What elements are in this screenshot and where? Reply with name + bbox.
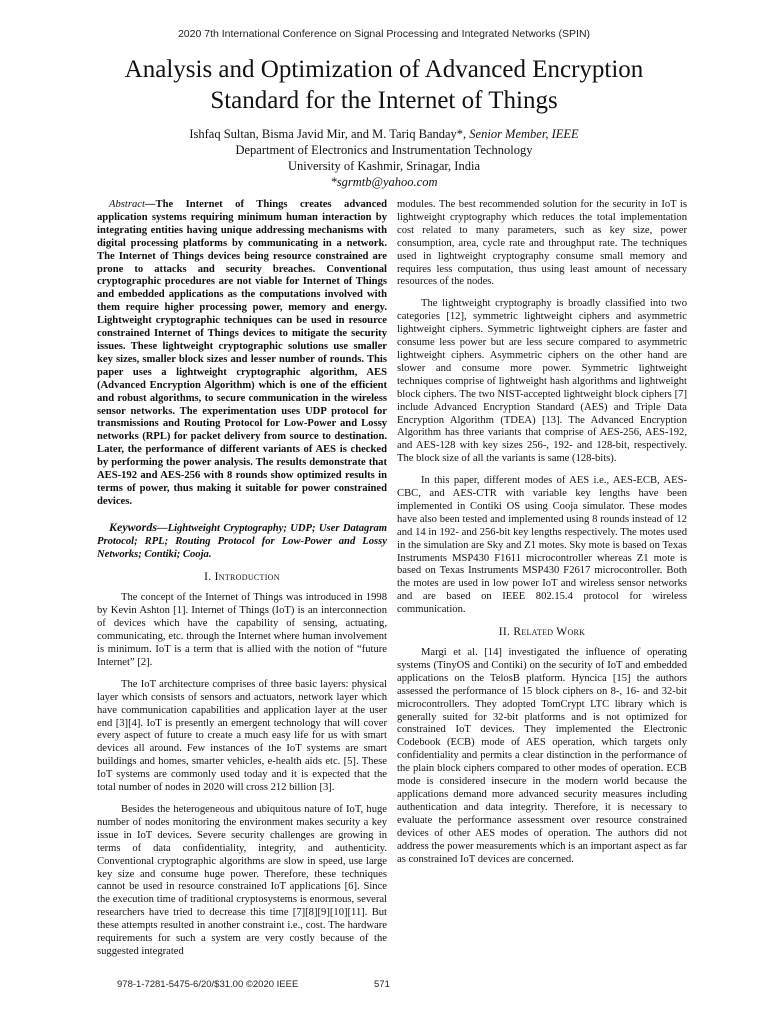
author-role: Senior Member, IEEE: [469, 127, 579, 141]
keywords: [97, 521, 387, 562]
email: *sgrmtb@yahoo.com: [330, 175, 438, 189]
section-heading-introduction: I. Introduction: [204, 571, 280, 584]
right-column: [397, 199, 687, 875]
abstract-text: —The Internet of Things creates advanced application systems requiring minimum human interaction by integrating entities having unique addressing mechanisms with digital processing platforms by communicating in a network. The Internet of Things devices being resource constrained are prone to attacks and security breaches. Conventional cryptographic procedures are not viable for Internet of Things and embedded applications as the computations involved with them require higher processing power, memory and energy. Lightweight cryptographic techniques can be used in resource constrained Internet of Things devices to mitigate the security issues. These lightweight cryptographic solutions use smaller key sizes, smaller block sizes and lesser number of rounds. This paper uses a lightweight cryptographic algorithm, AES (Advanced Encryption Algorithm) which is one of the efficient and robust algorithms, to secure communication in the wireless sensor networks. The experimentation uses UDP protocol for transmissions and Routing Protocol for Low-Power and Lossy networks (RPL) for packet delivery from source to destination. Later, the performance of different variants of AES is checked by performing the power analysis. The results demonstrate that AES-192 and AES-256 with 8 rounds show optimized results in terms of power, thus making it suitable for power constrained devices.: [97, 199, 387, 507]
paragraph: In this paper, different modes of AES i.e., AES-ECB, AES-CBC, and AES-CTR with variable key lengths have been implemented in Contiki OS using Cooja simulator. These modes have also been tested and implemented using 8 rounds instead of 12 and 14 in 192- and 256-bit key lengths respectively. The motes used in the simulation are Sky and Z1 motes. Sky mote is based on Texas Instruments MSP430 F1611 microcontroller whereas Z1 mote is based on Texas Instruments MSP430 F2617 microcontroller. Both the motes are used in low power IoT and wireless sensor networks and are based on IEEE 802.15.4 protocol for wireless communication.: [397, 475, 687, 616]
paragraph: The concept of the Internet of Things was introduced in 1998 by Kevin Ashton [1]. Internet of Things (IoT) is an interconnection of devices which have the capability of sensing, actuating, communicating, etc. through the Internet where human involvement is minimum. IoT is a term that is allied with the notion of “future Internet” [2].: [97, 592, 387, 668]
page-number: 571: [374, 979, 390, 990]
paragraph: Besides the heterogeneous and ubiquitous nature of IoT, huge number of nodes monitoring the environment makes security a key issue in IoT devices. Severe security challenges are growing in terms of data confidentiality, integrity, and authenticity. Conventional cryptographic algorithms are slow in speed, use large key size and consume huge power. Therefore, these techniques cannot be used in resource constrained IoT applications [6]. Since the execution time of traditional cryptosystems is enormous, several researchers have tried to decrease this time [7][8][9][10][11]. But these attempts resulted in another constraint i.e., cost. The hardware requirements for such a system are very costly because of the suggested integrated: [97, 803, 387, 957]
abstract: [97, 199, 387, 509]
author-line: [60, 126, 708, 142]
author-names: Ishfaq Sultan, Bisma Javid Mir, and M. Tariq Banday*,: [189, 127, 467, 141]
university: University of Kashmir, Srinagar, India: [287, 159, 480, 173]
affiliation-block: [60, 142, 708, 190]
section-heading-related-work: II. Related Work: [498, 626, 586, 639]
keywords-text: —Lightweight Cryptography; UDP; User Datagram Protocol; RPL; Routing Protocol for Low-Power and Lossy Networks; Contiki; Cooja.: [97, 522, 387, 560]
paragraph: modules. The best recommended solution for the security in IoT is lightweight cryptography which reduces the total implementation cost related to many parameters, such as key size, power consumption, area, cycle rate and throughput rate. The techniques used in lightweight cryptography consume small memory and requires less computation, thus using least amount of necessary resources of the nodes.: [397, 199, 687, 288]
paragraph: Margi et al. [14] investigated the influence of operating systems (TinyOS and Contiki) on the security of IoT and embedded applications on the TelosB platform. Hyncica [15] the authors assessed the performance of 15 block ciphers on 8-, 16- and 32-bit microcontrollers. They adopted TomCrypt LTC library which is generally suited for 32-bit platforms and is not optimized for constrained IoT devices. They implemented the Electronic Codebook (ECB) mode of AES operation, which targets only confidentiality and permits a clear distinction in the performance of the plain block ciphers compared to other modes of operation. ECB mode is considered insecure in the modern world because the applications demand more advanced security measures including authentication and data integrity. Therefore, it is necessary to evaluate the performance assessment over resource constrained devices of other AES modes of operation. The authors did not address the power measurements which is an important aspect as far as constrained IoT devices are concerned.: [397, 647, 687, 865]
department: Department of Electronics and Instrumentation Technology: [235, 143, 533, 157]
abstract-label: Abstract: [109, 199, 145, 210]
paragraph: The IoT architecture comprises of three basic layers: physical layer which consists of sensors and actuators, network layer which have communication capabilities and application layer at the user end [3][4]. IoT is presently an emergent technology that will cover every aspect of future to create a much easy life for us with smart devices all around. Few instances of the IoT systems are smart buildings and homes, smarter vehicles, e-health aids etc. [5]. These IoT systems are commonly used today and it is expected that the total number of nodes in 2020 will cross 212 billion [3].: [97, 678, 387, 794]
paper-title: Analysis and Optimization of Advanced Encryption Standard for the Internet of Things: [124, 56, 644, 114]
keywords-label: Keywords: [109, 519, 157, 534]
footer-isbn: 978-1-7281-5475-6/20/$31.00 ©2020 IEEE: [117, 979, 299, 990]
paragraph: The lightweight cryptography is broadly classified into two categories [12], symmetric lightweight ciphers and asymmetric lightweight ciphers. Symmetric lightweight ciphers are faster and consume less power but are less secure compared to asymmetric lightweight ciphers. Asymmetric ciphers on the other hand are slower and consume more power. Symmetric lightweight techniques comprise of lightweight hash algorithms and lightweight block ciphers. The two NIST-accepted lightweight block ciphers [7] include Advanced Encryption Standard (AES) and Triple Data Encryption Algorithm (TDEA) [13]. The Advanced Encryption Algorithm has three variants that comprise of AES-256, AES-192, and AES-128 with key sizes 256-, 192- and 128-bit, respectively. The block size of all the variants is same (128-bits).: [397, 298, 687, 465]
left-column: [97, 199, 387, 968]
conference-header: 2020 7th International Conference on Signal Processing and Integrated Networks (SPIN): [177, 28, 591, 40]
